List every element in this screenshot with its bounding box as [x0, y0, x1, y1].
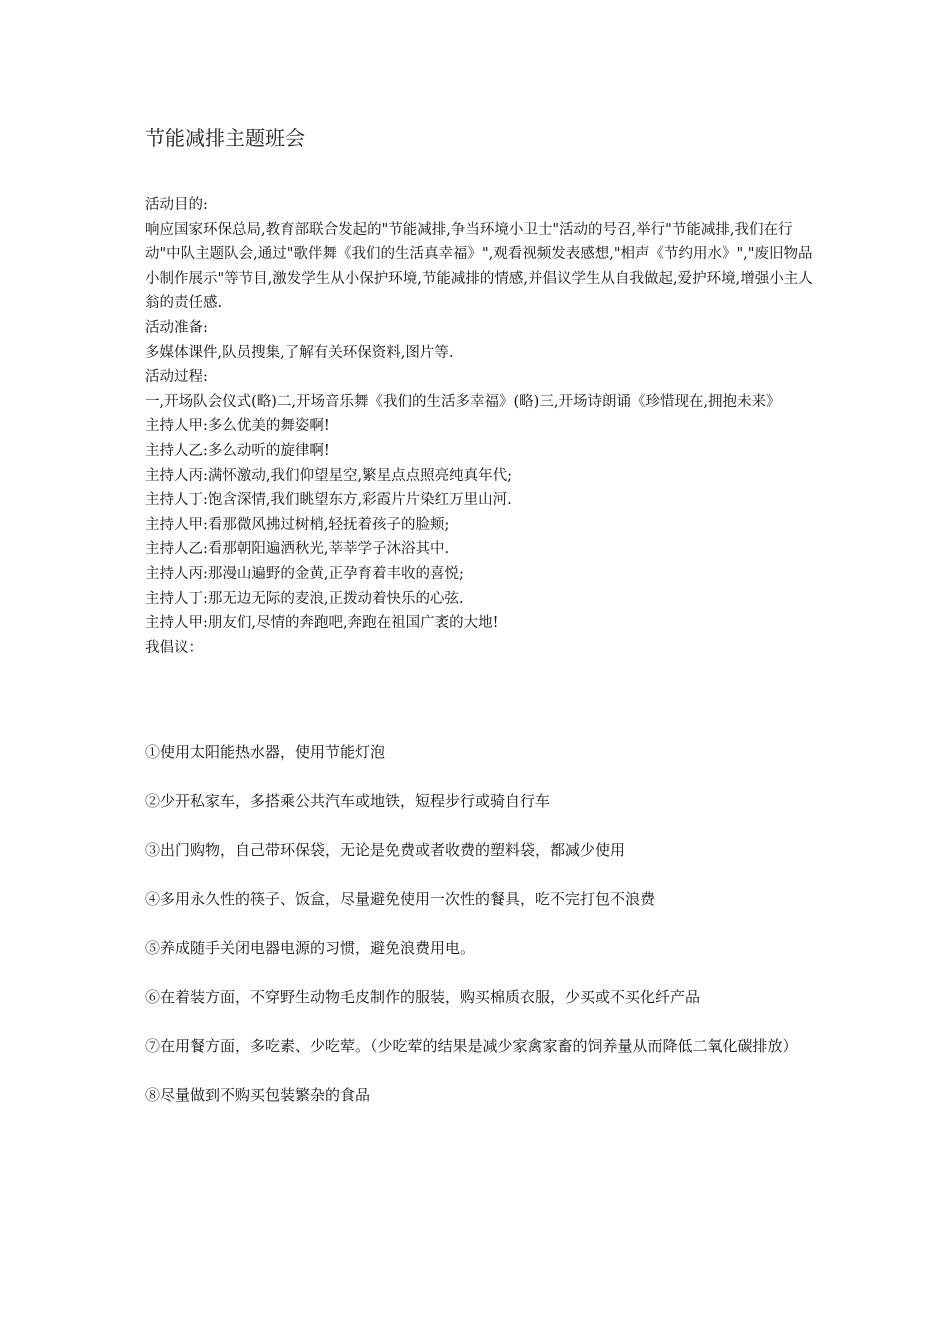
host-line: 主持人丙:那漫山遍野的金黄,正孕育着丰收的喜悦;: [145, 565, 464, 582]
proposal-item: ④多用永久性的筷子、饭盒，尽量避免使用一次性的餐具，吃不完打包不浪费: [145, 890, 656, 908]
host-line: 主持人丙:满怀激动,我们仰望星空,繁星点点照亮纯真年代;: [145, 467, 512, 484]
proposal-item: ①使用太阳能热水器，使用节能灯泡: [145, 743, 386, 761]
proposal-heading: 我倡议：: [145, 639, 203, 656]
host-line: 主持人乙:多么动听的旋律啊!: [145, 442, 330, 459]
proposal-item: ②少开私家车，多搭乘公共汽车或地铁，短程步行或骑自行车: [145, 792, 551, 810]
process-paragraph: 一,开场队会仪式(略)二,开场音乐舞《我们的生活多幸福》(略)三,开场诗朗诵《珍惜现在,拥抱未来》: [145, 393, 781, 410]
proposal-list: [145, 740, 813, 1132]
host-line: 主持人丁:饱含深情,我们眺望东方,彩霞片片染红万里山河.: [145, 492, 512, 509]
document-title: 节能减排主题班会: [145, 126, 305, 150]
host-line: 主持人甲:朋友们,尽情的奔跑吧,奔跑在祖国广袤的大地!: [145, 615, 499, 632]
host-line: 主持人丁:那无边无际的麦浪,正拨动着快乐的心弦.: [145, 590, 464, 607]
proposal-item: ③出门购物，自己带环保袋，无论是免费或者收费的塑料袋，都减少使用: [145, 841, 626, 859]
proposal-item: ⑧尽量做到不购买包装繁杂的食品: [145, 1086, 371, 1104]
host-line: 主持人甲:多么优美的舞姿啊!: [145, 418, 330, 435]
preparation-paragraph: 多媒体课件,队员搜集,了解有关环保资料,图片等.: [145, 344, 454, 361]
section-heading-purpose: 活动目的:: [145, 197, 208, 213]
purpose-paragraph: 响应国家环保总局,教育部联合发起的"节能减排,争当环境小卫士"活动的号召,举行"节能减排,我们在行动"中队主题队会,通过"歌伴舞《我们的生活真幸福》",观看视频发表感想,"相声《节约用水》","废旧物品小制作展示"等节目,激发学生从小保护环境,节能减排的情感,并倡议学生从自我做起,爱护环境,增强小主人翁的责任感.: [145, 221, 813, 312]
document-body: [145, 193, 813, 660]
section-heading-preparation: 活动准备:: [145, 319, 208, 336]
section-heading-process: 活动过程:: [145, 369, 208, 386]
proposal-item: ⑥在着装方面，不穿野生动物毛皮制作的服装，购买棉质衣服，少买或不买化纤产品: [145, 988, 701, 1006]
host-line: 主持人甲:看那微风拂过树梢,轻抚着孩子的脸颊;: [145, 516, 450, 533]
proposal-item: ⑤养成随手关闭电器电源的习惯，避免浪费用电。: [145, 939, 476, 957]
host-line: 主持人乙:看那朝阳遍洒秋光,莘莘学子沐浴其中.: [145, 541, 450, 558]
proposal-item: ⑦在用餐方面，多吃素、少吃荤。（少吃荤的结果是减少家禽家畜的饲养量从而降低二氧化碳排放）: [145, 1037, 798, 1055]
